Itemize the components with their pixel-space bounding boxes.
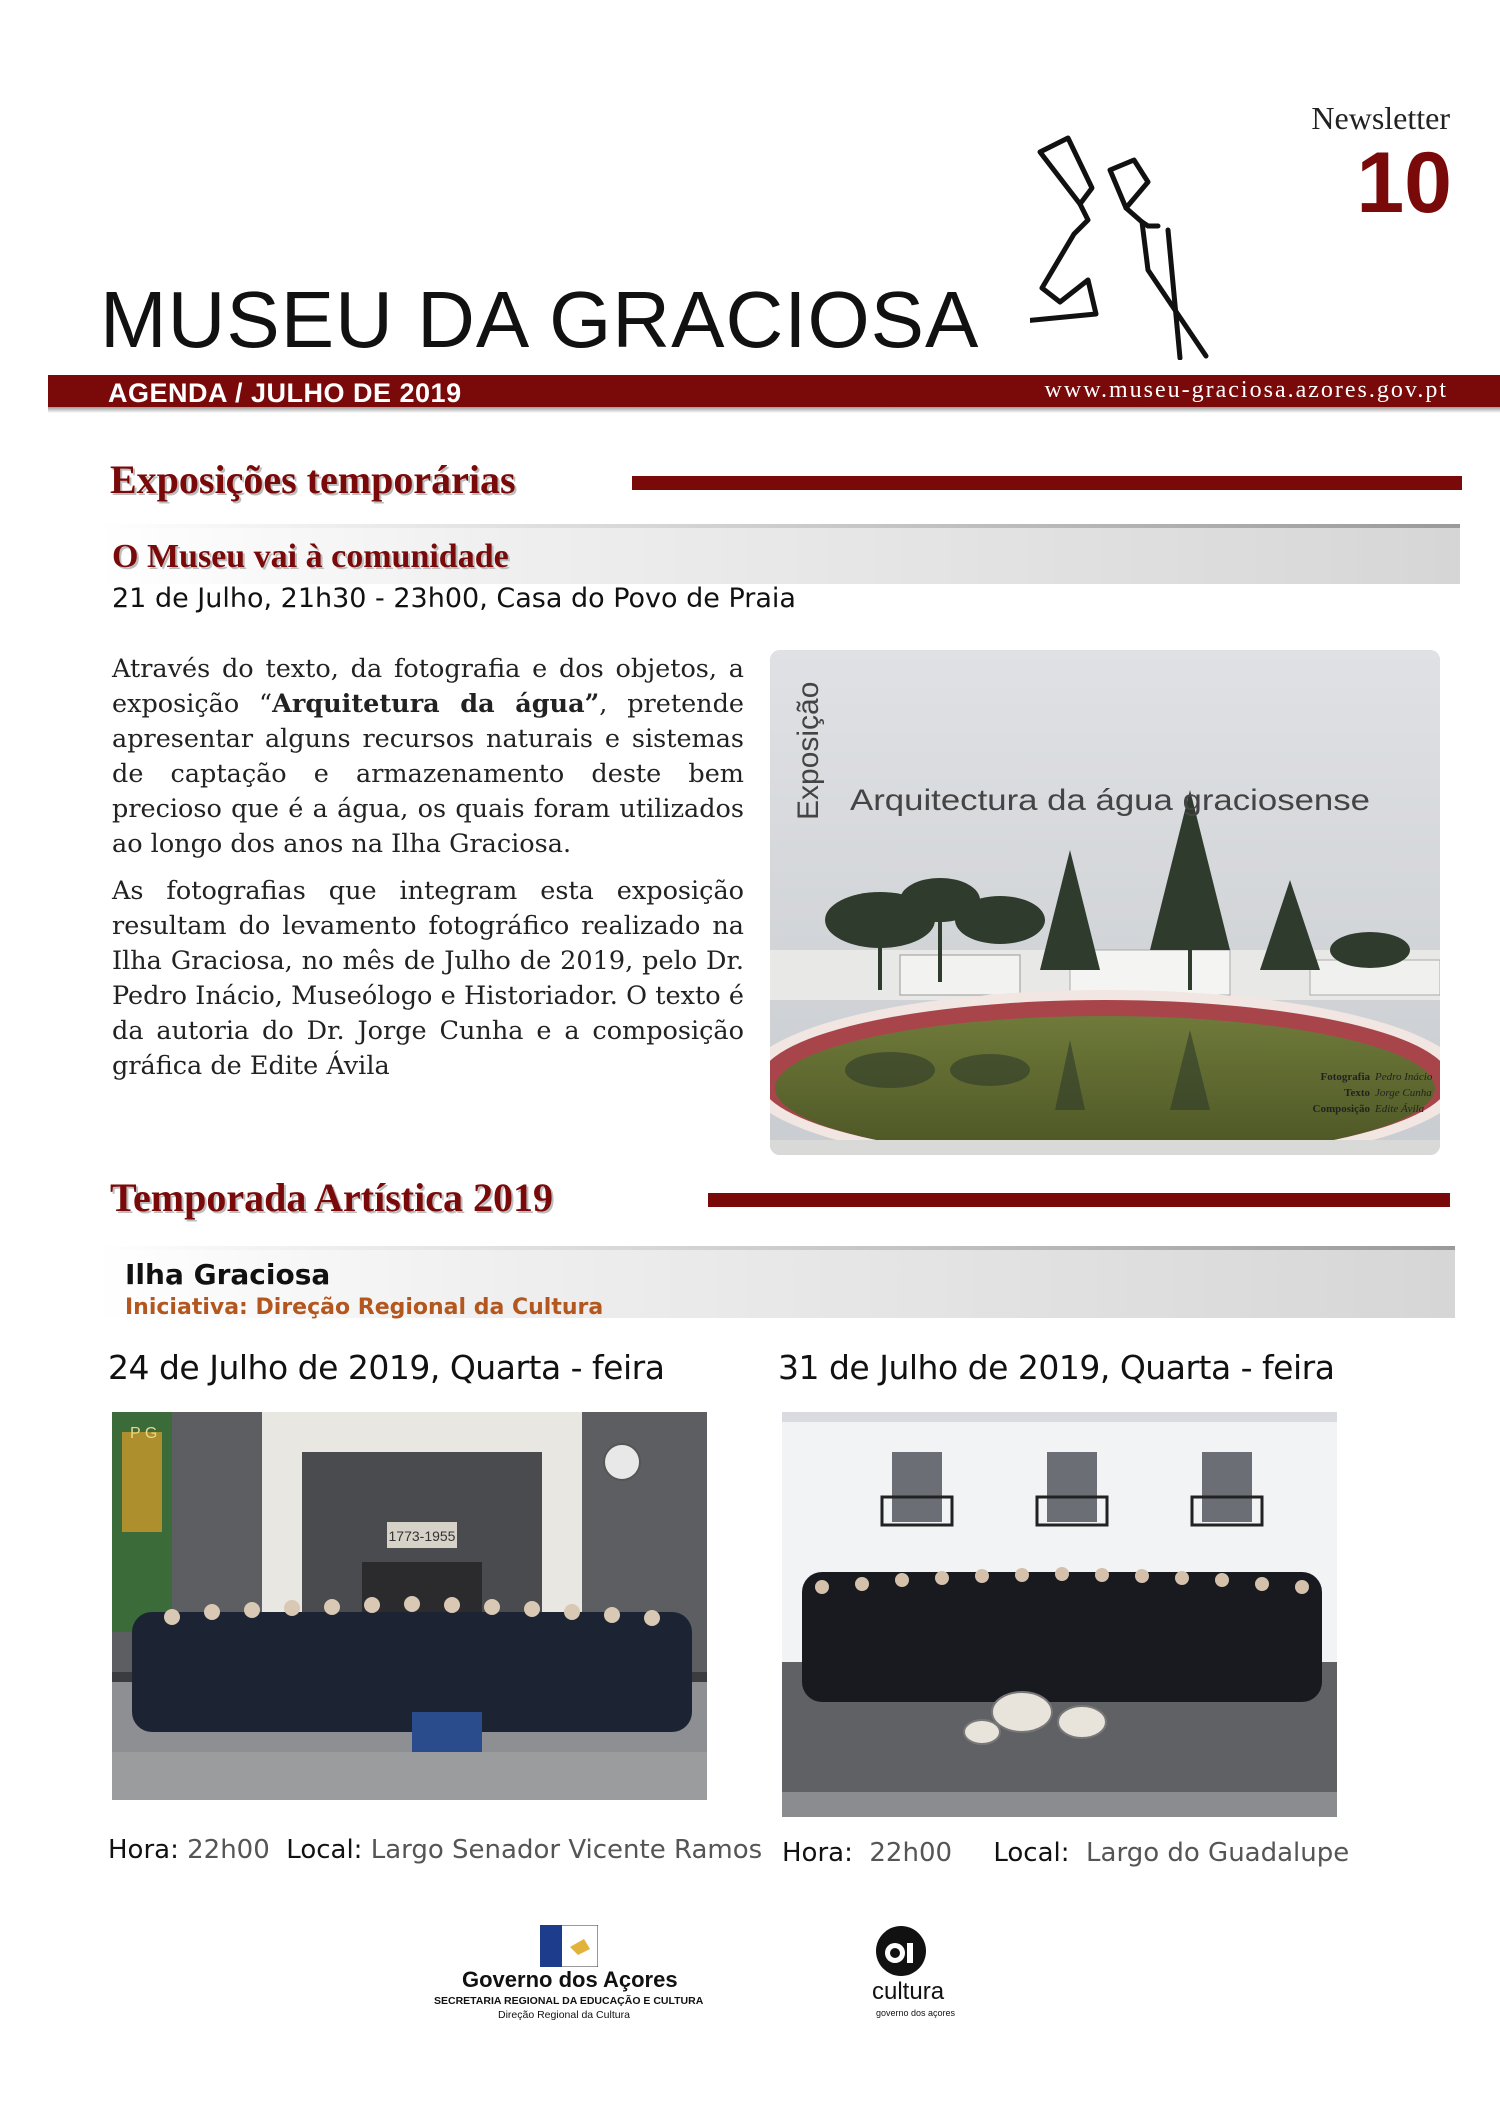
svg-text:Composição [1313,1103,1371,1115]
cultura-subtitle: governo dos açores [876,2008,956,2018]
svg-text:Texto [1344,1087,1370,1099]
governo-acores-name: Governo dos Açores [462,1967,678,1992]
azores-flag-icon [540,1925,598,1967]
exposicao-description [112,652,744,1096]
paragraph-2: As fotografias que integram esta exposição resultam do levamento fotográfico realizado na Ilha Graciosa, no mês de Julho de 2019, pelo Dr. Pedro Inácio, Museólogo e Historiador. O texto é da autoria do Dr. Jorge Cunha e a composição gráfica de Edite Ávila [112,876,744,1081]
poster-credit-role: Composição [1312,1103,1370,1115]
svg-text:Fotografia [1321,1071,1371,1083]
poster-credit-role: Texto [1344,1087,1370,1099]
event-date-31: 31 de Julho de 2019, Quarta - feira [778,1348,1335,1387]
website-link[interactable]: www.museu-graciosa.azores.gov.pt [1044,377,1448,403]
church-plaque-year: 1773-1955 [388,1528,456,1544]
section-rule [708,1193,1450,1207]
event-time-location-24: Hora: 22h00 Local: Largo Senador Vicente Ramos [108,1835,763,1865]
exposicao-poster-image [770,650,1440,1155]
poster-credit-name: Jorge Cunha [1375,1087,1432,1099]
paragraph-1: Através do texto, da fotografia e dos objetos, a exposição “Arquitetura da água”, pretende apresentar alguns recursos naturais e sistemas de captação e armazenamento deste bem precioso que é a água, os quais foram utilizados ao longo dos anos na Ilha Graciosa. [112,654,744,859]
band-photo-church [112,1412,707,1800]
event-date-24: 24 de Julho de 2019, Quarta - feira [108,1348,665,1387]
poster-credit-role: Fotografia [1320,1071,1370,1083]
governo-direcao: Direção Regional da Cultura [498,2009,630,2021]
band-photo-guadalupe [782,1412,1337,1817]
subheading-museu-comunidade: O Museu vai à comunidade [112,538,509,575]
section-heading-temporada: Temporada Artística 2019 [110,1175,553,1220]
poster-illustration [770,650,1440,1155]
banner-letters: P G [130,1425,158,1442]
cultura-word: cultura [872,1978,945,2005]
section-heading-exposicoes: Exposições temporárias [110,457,516,502]
ilha-label: Ilha Graciosa [125,1258,331,1291]
newsletter-number: 10 [1356,135,1452,231]
governo-secretaria: SECRETARIA REGIONAL DA EDUCAÇÃO E CULTURA [434,1995,704,2007]
windmill-logo-icon [1030,130,1210,360]
agenda-label: AGENDA / JULHO DE 2019 [108,378,462,408]
cultura-logo-icon [875,1925,927,1977]
museum-title: MUSEU DA GRACIOSA [100,275,980,364]
poster-credit-name: Edite Ávila [1375,1103,1425,1115]
poster-credit-name: Pedro Inácio [1375,1071,1433,1083]
newsletter-label: Newsletter [1311,100,1450,136]
event-datetime-location: 21 de Julho, 21h30 - 23h00, Casa do Povo de Praia [112,583,796,614]
section-rule [632,476,1462,490]
poster-vertical-word: Exposição [792,681,825,820]
iniciativa-label: Iniciativa: Direção Regional da Cultura [125,1295,604,1320]
poster-title: Arquitectura da água graciosense [850,784,1370,817]
event-time-location-31: Hora: 22h00 Local: Largo do Guadalupe [782,1838,1350,1868]
